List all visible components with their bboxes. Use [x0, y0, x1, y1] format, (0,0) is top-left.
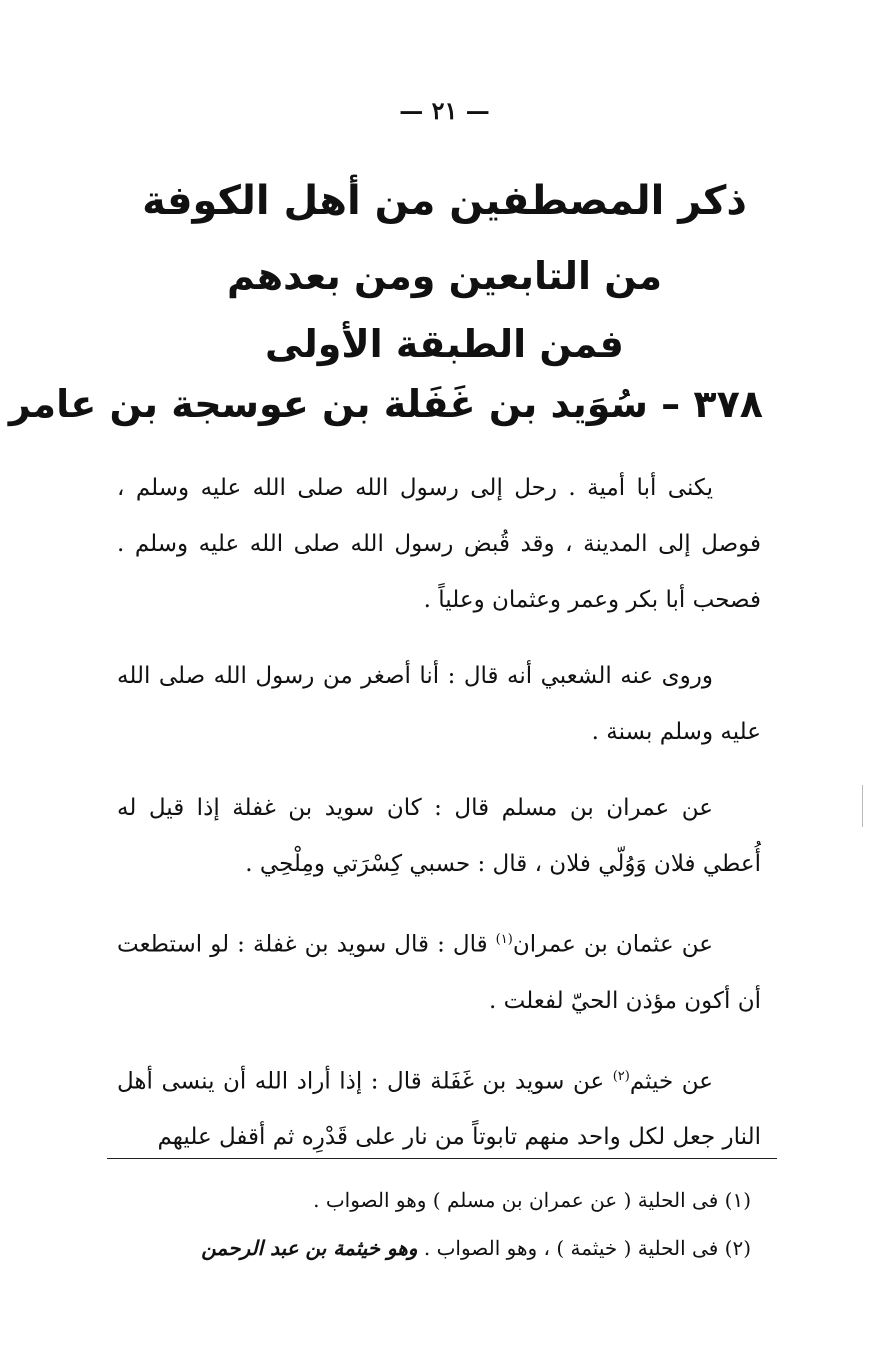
khaytham-narration-start: عن خيثم — [629, 1068, 713, 1095]
footnote-ref-1: (١) — [495, 932, 513, 947]
entry-title: ٣٧٨ – سُوَيد بن غَفَلة بن عوسجة بن عامر — [8, 382, 763, 426]
khaytham-narration-rest: عن سويد بن غَفَلة قال : إذا أراد الله أن ينسى أهل النار جعل لكل واحد منهم تابوتاً من نار على قَدْرِه ثم أقفل عليهم — [117, 1068, 761, 1151]
page-number: — ٢١ — — [399, 96, 490, 125]
footnote-divider — [107, 1158, 777, 1159]
footnote-1: (١) فى الحلية ( عن عمران بن مسلم ) وهو الصواب . — [313, 1188, 751, 1212]
paragraph-biography: يكنى أبا أمية . رحل إلى رسول الله صلى الله عليه وسلم ، فوصل إلى المدينة ، وقد قُبض رسول الله صلى الله عليه وسلم . فصحب أبا بكر وعمر وعثمان وعلياً . — [117, 475, 761, 613]
footnote-2-handwritten-note: وهو خيثمة بن عبد الرحمن — [201, 1236, 418, 1260]
uthman-narration-rest: قال : قال سويد بن غفلة : لو استطعت أن أكون مؤذن الحيّ لفعلت . — [117, 931, 761, 1014]
footnote-2 — [111, 1224, 751, 1272]
footnote-ref-2: (٢) — [612, 1068, 630, 1084]
margin-mark — [862, 785, 863, 827]
footnotes — [111, 1176, 751, 1272]
paragraph-shabi-narration: وروى عنه الشعبي أنه قال : أنا أصغر من رسول الله صلى الله عليه وسلم بسنة . — [117, 663, 761, 745]
section-title-line-2: من التابعين ومن بعدهم — [226, 254, 663, 298]
paragraph-uthman-narration — [117, 912, 761, 1029]
paragraph-imran-narration: عن عمران بن مسلم قال : كان سويد بن غفلة إذا قيل له أُعطي فلان وَوُلّي فلان ، قال : حسبي كِسْرَتي ومِلْحِي . — [117, 795, 761, 877]
section-title-line-3: فمن الطبقة الأولى — [265, 322, 624, 366]
uthman-narration-start: عن عثمان بن عمران — [512, 931, 713, 958]
footnote-2-text: (٢) فى الحلية ( خيثمة ) ، وهو الصواب . — [423, 1236, 751, 1260]
section-title-line-1: ذكر المصطفين من أهل الكوفة — [142, 178, 747, 224]
entry-body — [117, 460, 761, 1165]
paragraph-khaytham-narration — [117, 1049, 761, 1166]
